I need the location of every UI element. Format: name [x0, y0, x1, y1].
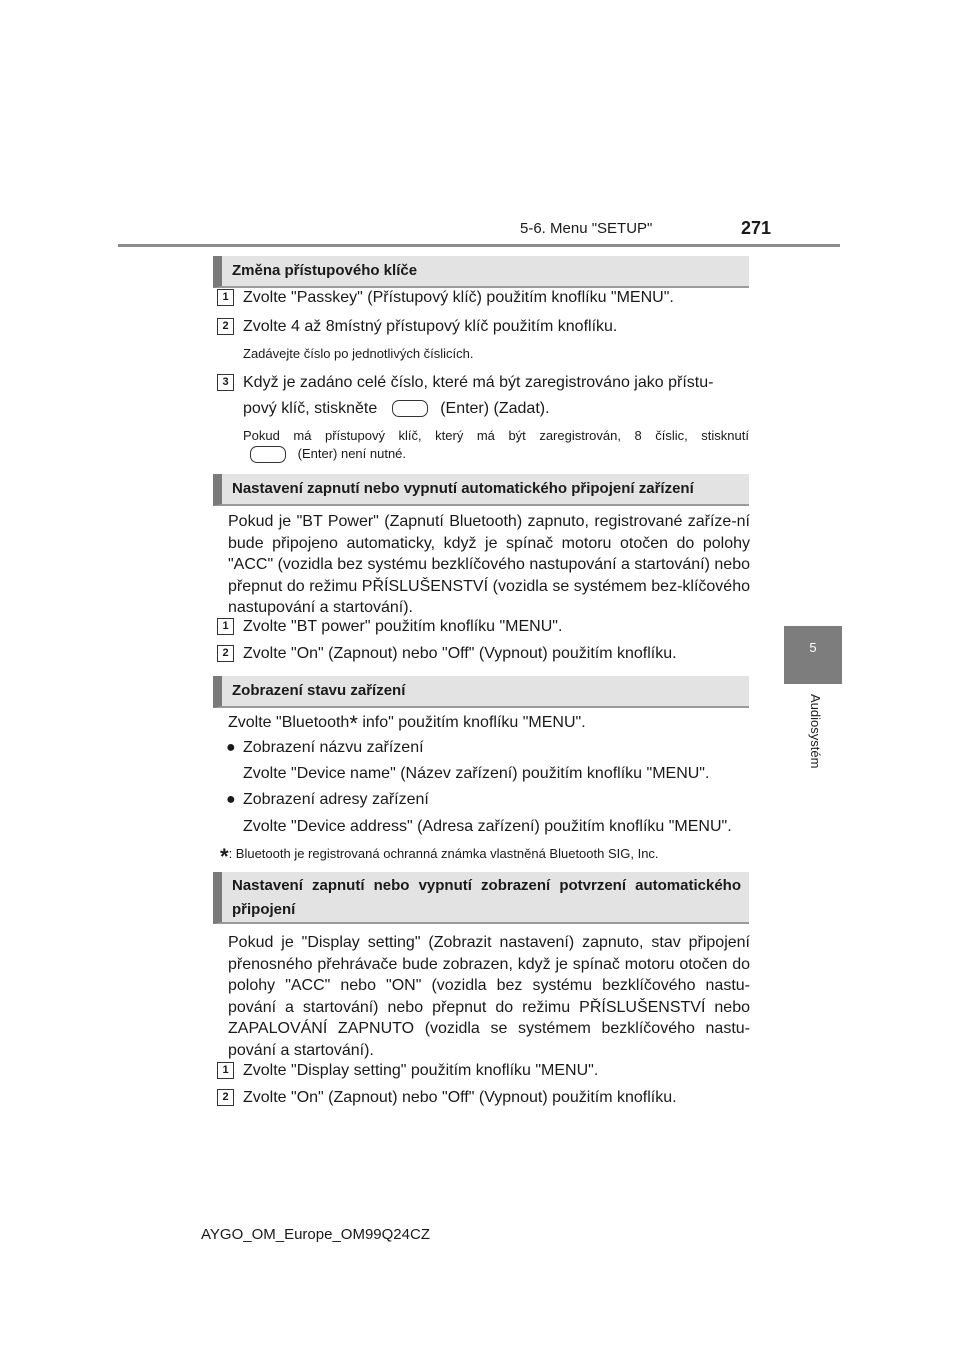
- step-text: Zvolte "On" (Zapnout) nebo "Off" (Vypnout) použitím knoflíku.: [243, 645, 677, 662]
- chapter-number: 5: [809, 640, 817, 655]
- asterisk-mark: *: [349, 711, 358, 736]
- step-number: 2: [217, 645, 234, 662]
- bullet-heading: Zobrazení adresy zařízení: [243, 791, 429, 808]
- header-section-title: 5-6. Menu "SETUP": [520, 220, 653, 237]
- bullet-icon: ●: [226, 791, 236, 808]
- step-number: 3: [217, 374, 234, 391]
- note-text-part: (Enter) není nutné.: [297, 446, 407, 461]
- section-heading-passkey: Změna přístupového klíče: [213, 256, 749, 288]
- enter-button-icon: [250, 446, 286, 463]
- chapter-label: Audiosystém: [808, 694, 823, 769]
- bullet-icon: ●: [226, 739, 236, 756]
- footnote-text: : Bluetooth je registrovaná ochranná známka vlastněná Bluetooth SIG, Inc.: [228, 846, 659, 861]
- note-text: Zadávejte číslo po jednotlivých číslicích.: [243, 346, 474, 361]
- section-heading-device-status: Zobrazení stavu zařízení: [213, 676, 749, 708]
- footnote-mark: *: [220, 844, 229, 869]
- paragraph: Pokud je "Display setting" (Zobrazit nastavení) zapnuto, stav připojení přenosného přehrávače bude zobrazen, když je spínač motoru otočen do polohy "ACC" nebo "ON" (vozidla bez systému bezklíčového nastu-pování a startování) nebo přepnut do režimu PŘÍSLUŠENSTVÍ nebo ZAPALOVÁNÍ ZAPNUTO (vozidla se systémem bezklíčového nastu-pování a startování).: [228, 934, 750, 1059]
- step-text: Zvolte "Display setting" použitím knoflíku "MENU".: [243, 1062, 599, 1079]
- section-heading-display-setting: [213, 872, 749, 924]
- header-divider: [118, 244, 840, 247]
- paragraph: Pokud je "BT Power" (Zapnutí Bluetooth) zapnuto, registrované zaříze-ní bude připojeno automaticky, když je spínač motoru otočen do polohy "ACC" (vozidla bez systému bezklíčového nastupování a startování) nebo přepnut do režimu PŘÍSLUŠENSTVÍ (vozidla se systémem bez-klíčového nastupování a startování).: [228, 513, 750, 616]
- step-number: 2: [217, 1089, 234, 1106]
- intro-text-part: info" použitím knoflíku "MENU".: [357, 714, 586, 731]
- note-text-continued: [248, 446, 406, 463]
- note-text: Pokud má přístupový klíč, který má být zaregistrován, 8 číslic, stisknutí: [243, 428, 749, 443]
- step-text-part: (Enter) (Zadat).: [440, 400, 550, 417]
- enter-button-icon: [392, 400, 428, 417]
- bullet-heading: Zobrazení názvu zařízení: [243, 739, 424, 756]
- step-text: Zvolte 4 až 8místný přístupový klíč použitím knoflíku.: [243, 318, 618, 335]
- step-number: 2: [217, 318, 234, 335]
- bullet-text: Zvolte "Device address" (Adresa zařízení) použitím knoflíku "MENU".: [243, 818, 732, 835]
- heading-line: připojení: [232, 901, 296, 918]
- step-text: Zvolte "Passkey" (Přístupový klíč) použitím knoflíku "MENU".: [243, 289, 674, 306]
- intro-text: [228, 711, 586, 736]
- bullet-text: Zvolte "Device name" (Název zařízení) použitím knoflíku "MENU".: [243, 765, 710, 782]
- step-text: Zvolte "BT power" použitím knoflíku "MENU".: [243, 618, 563, 635]
- intro-text-part: Zvolte "Bluetooth: [228, 714, 350, 731]
- page-number: 271: [741, 218, 772, 238]
- step-text: Když je zadáno celé číslo, které má být zaregistrováno jako přístu-: [243, 374, 714, 391]
- footnote: [220, 844, 659, 870]
- step-number: 1: [217, 618, 234, 635]
- step-number: 1: [217, 1062, 234, 1079]
- heading-line: Nastavení zapnutí nebo vypnutí zobrazení potvrzení automatického: [232, 877, 741, 894]
- footer-doc-id: AYGO_OM_Europe_OM99Q24CZ: [201, 1226, 430, 1243]
- section-heading-auto-connect: Nastavení zapnutí nebo vypnutí automatického připojení zařízení: [213, 474, 749, 506]
- step-text-continued: [243, 400, 550, 418]
- step-text-part: pový klíč, stiskněte: [243, 400, 378, 417]
- step-number: 1: [217, 289, 234, 306]
- step-text: Zvolte "On" (Zapnout) nebo "Off" (Vypnout) použitím knoflíku.: [243, 1089, 677, 1106]
- chapter-tab: [784, 626, 842, 684]
